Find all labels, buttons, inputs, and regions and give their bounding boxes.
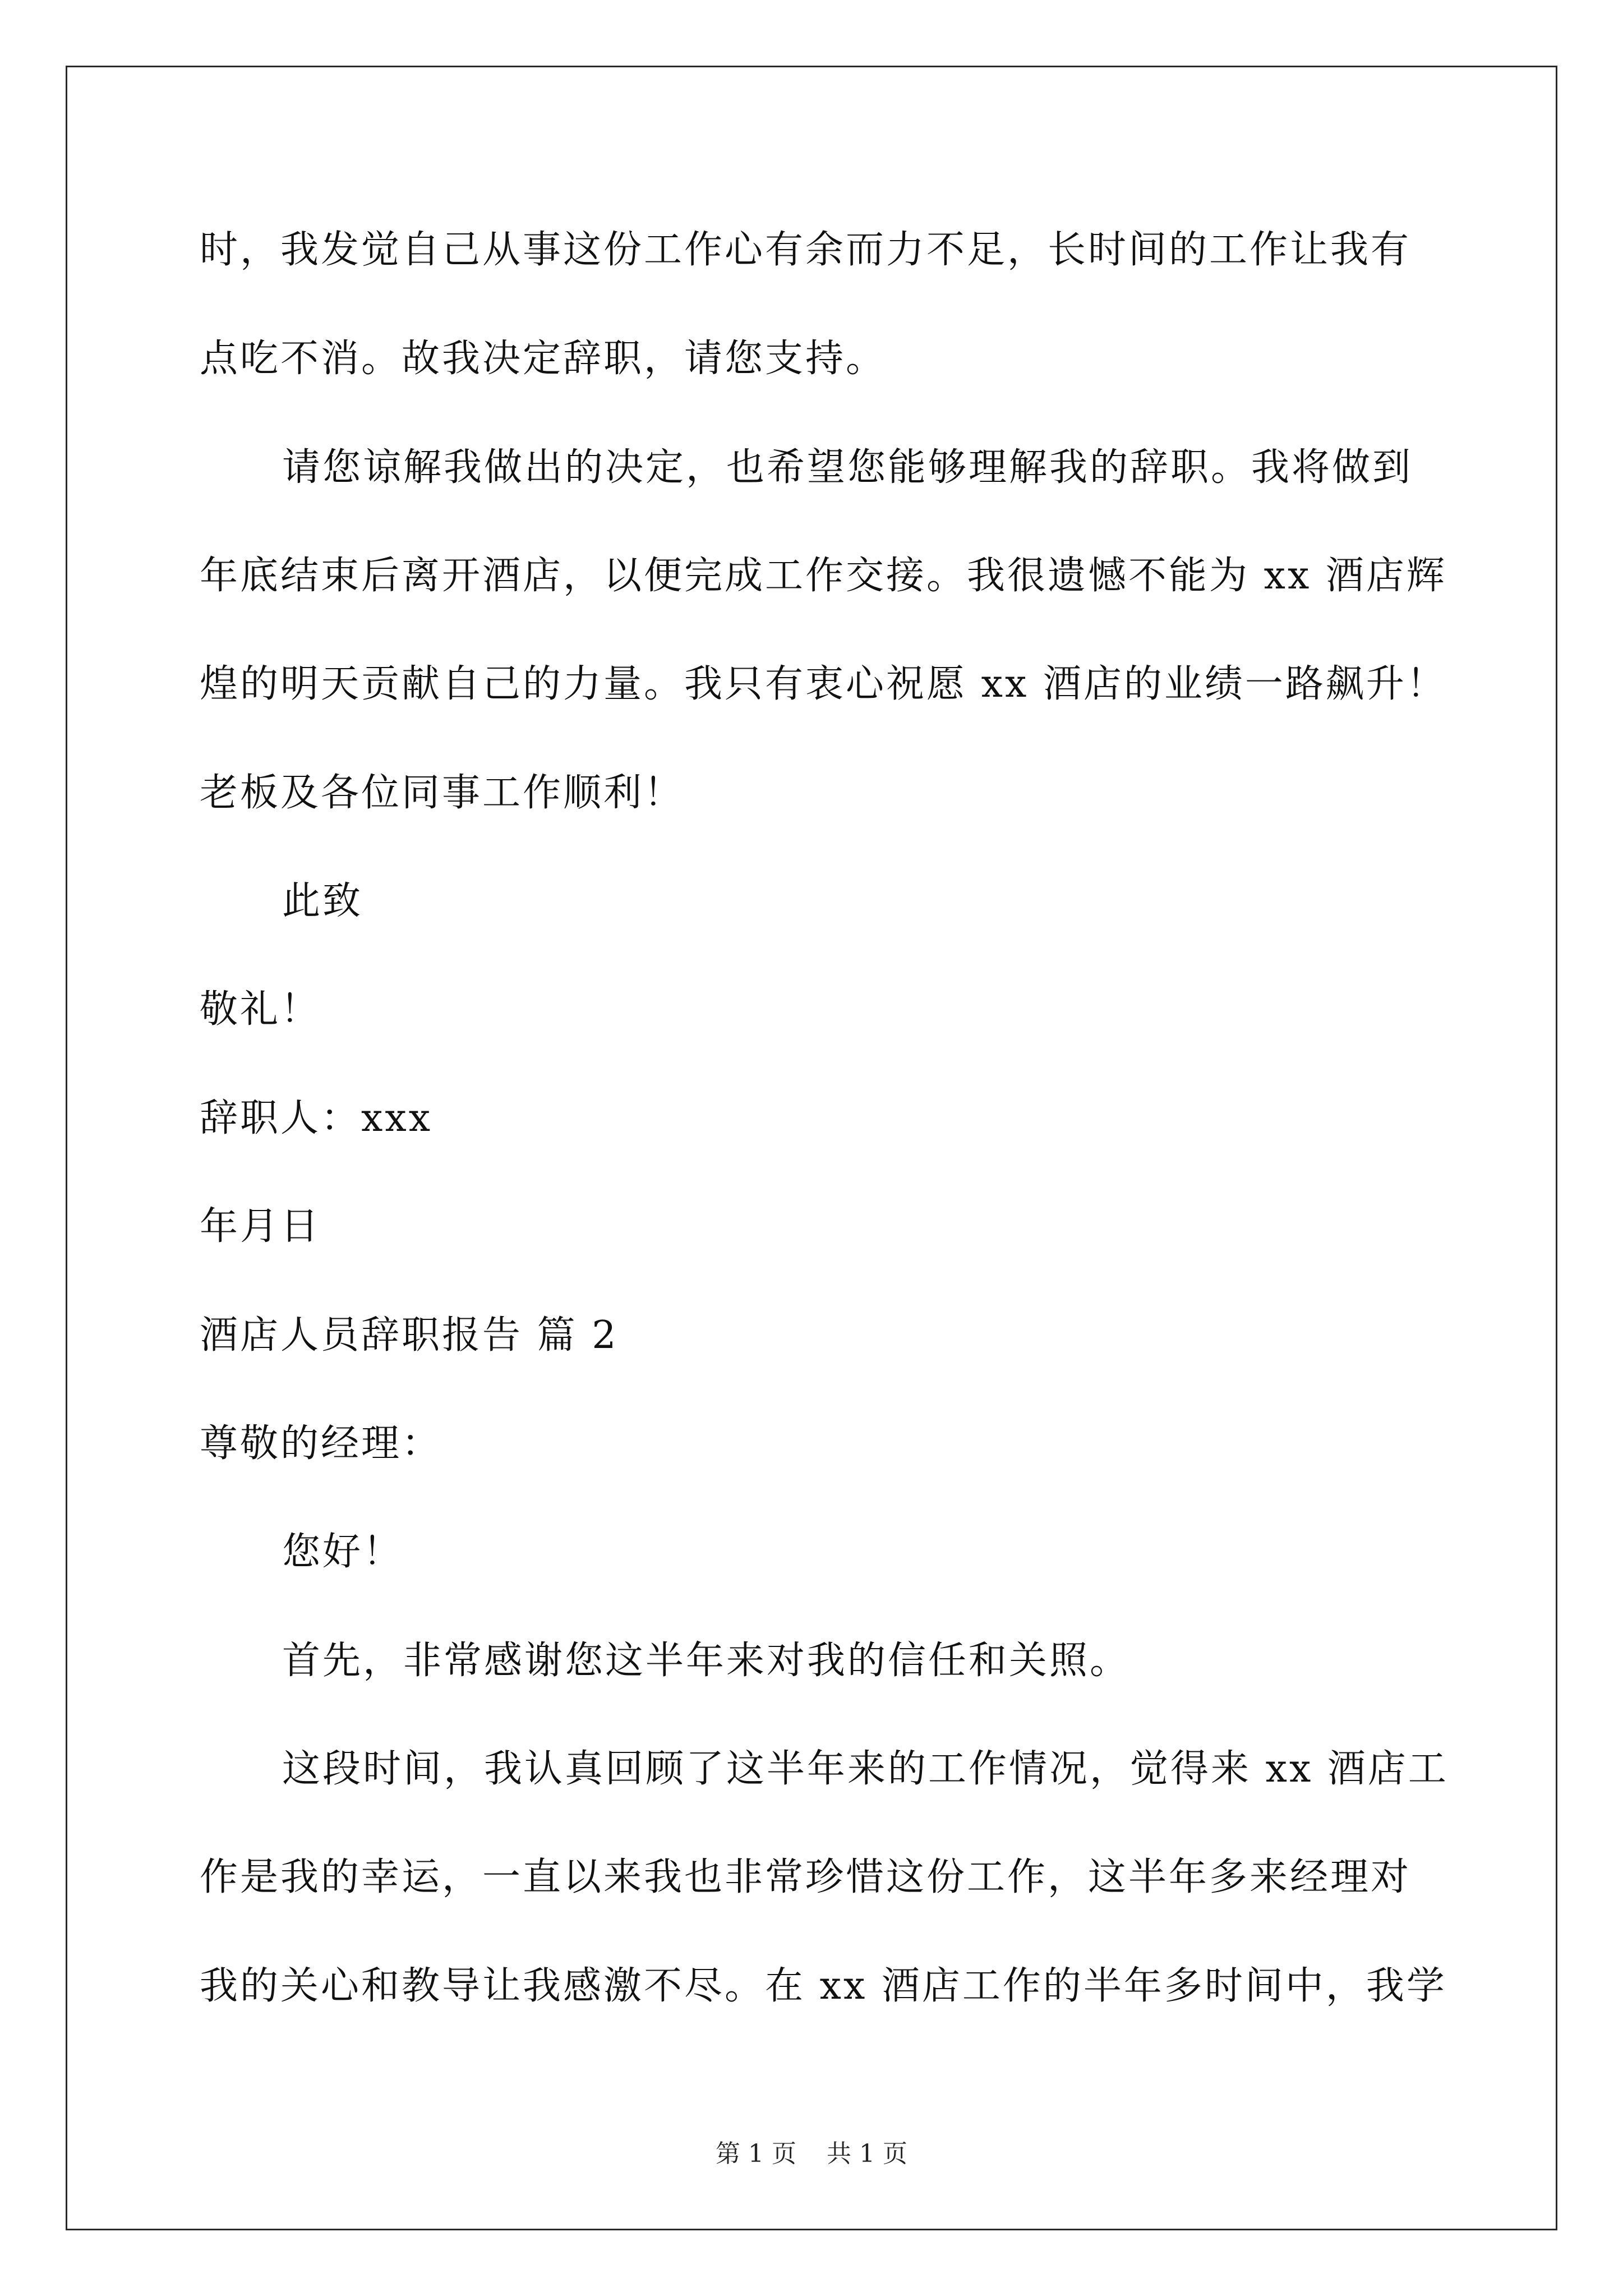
paragraph-line: 这段时间，我认真回顾了这半年来的工作情况，觉得来 xx 酒店工 xyxy=(282,1747,1449,1791)
body-line: 年底结束后离开酒店，以便完成工作交接。我很遗憾不能为 xx 酒店辉 xyxy=(200,554,1447,598)
page-footer xyxy=(0,2139,1623,2168)
salutation-line: 尊敬的经理： xyxy=(200,1421,442,1466)
page-total: 共 1 页 xyxy=(827,2139,907,2168)
body-line: 老板及各位同事工作顺利！ xyxy=(200,771,685,815)
page-border xyxy=(66,66,1557,2230)
body-line: 煌的明天贡献自己的力量。我只有衷心祝愿 xx 酒店的业绩一路飙升！ xyxy=(200,662,1447,706)
body-line: 时，我发觉自己从事这份工作心有余而力不足，长时间的工作让我有 xyxy=(200,228,1412,272)
signature-line: 辞职人：xxx xyxy=(200,1096,433,1140)
date-line: 年月日 xyxy=(200,1204,321,1249)
paragraph-line: 首先，非常感谢您这半年来对我的信任和关照。 xyxy=(282,1639,1131,1683)
body-line: 我的关心和教导让我感激不尽。在 xx 酒店工作的半年多时间中，我学 xyxy=(200,1964,1447,2008)
closing-line: 此致 xyxy=(282,879,363,923)
paragraph-line: 请您谅解我做出的决定，也希望您能够理解我的辞职。我将做到 xyxy=(282,445,1413,490)
closing-line: 敬礼！ xyxy=(200,987,321,1032)
page-number: 第 1 页 xyxy=(716,2139,796,2168)
body-line: 作是我的幸运，一直以来我也非常珍惜这份工作，这半年多来经理对 xyxy=(200,1855,1412,1899)
body-line: 点吃不消。故我决定辞职，请您支持。 xyxy=(200,337,887,381)
section-heading: 酒店人员辞职报告 篇 2 xyxy=(200,1313,619,1358)
greeting-line: 您好！ xyxy=(282,1530,404,1574)
